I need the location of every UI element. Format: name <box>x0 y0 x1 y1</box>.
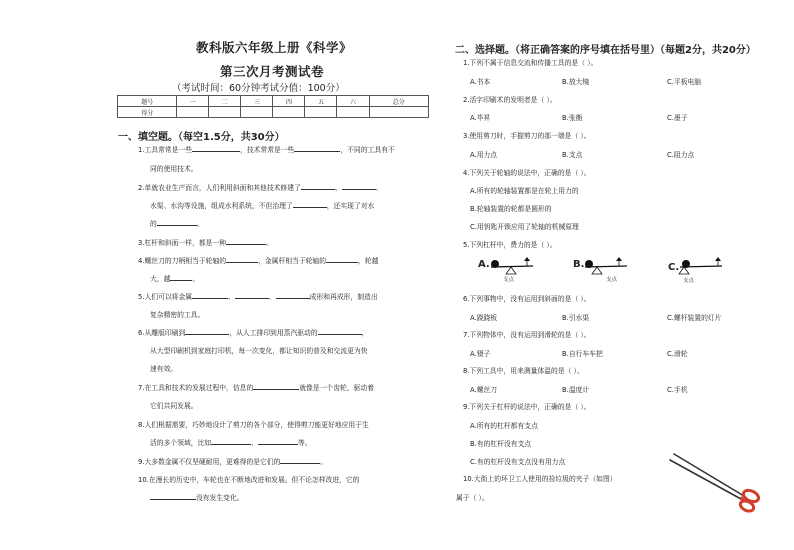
mc-q2-stem: 2.活字印刷术的发明者是（ ）。 <box>463 96 557 104</box>
q-text: ，技术常常是一些 <box>240 146 295 154</box>
q1-cont: 同的使用技术。 <box>150 165 198 173</box>
mc-q7-option-c[interactable]: C.滑轮 <box>667 350 688 358</box>
table-cell: 六 <box>337 96 369 107</box>
q-text: 2.单就农业生产而言，人们利用斜面和其他技术修建了 <box>138 184 301 192</box>
answer-blank[interactable] <box>150 491 196 500</box>
q10: 10.在漫长的历史中，车轮也在不断地改进和发展。但不论怎样改进，它的 <box>138 476 360 484</box>
fulcrum-label: 支点 <box>503 277 515 283</box>
q-text: ，从人工排印到用蒸汽驱动的 <box>229 329 318 337</box>
page-title: 教科版六年级上册《科学》 <box>196 40 353 55</box>
q-text: 大，越 <box>150 275 171 283</box>
q6 <box>138 326 368 340</box>
score-table <box>117 95 429 118</box>
q7-cont: 它们共同发展。 <box>150 402 198 410</box>
mc-q6-stem: 6.下列事物中，没有运用到斜面的是（ ）。 <box>463 295 591 303</box>
mc-q6-option-c[interactable]: C.螺杆装置的灯片 <box>667 314 722 322</box>
mc-q5-option-b[interactable]: B. <box>573 259 585 270</box>
mc-q4-stem: 4.下列关于轮轴的说法中，正确的是（ ）。 <box>463 169 591 177</box>
mc-q3-option-b[interactable]: B.支点 <box>562 151 583 159</box>
mc-q8-option-a[interactable]: A.螺丝刀 <box>470 386 498 394</box>
q-text: ， <box>361 329 369 337</box>
q4-cont <box>150 272 199 286</box>
answer-blank[interactable] <box>280 455 320 464</box>
mc-q9-option-c[interactable]: C.有的杠杆没有支点没有用力点 <box>470 458 566 466</box>
table-cell[interactable] <box>337 107 369 118</box>
q-text: 1.工具常常是一些 <box>138 146 193 154</box>
answer-blank[interactable] <box>342 181 376 190</box>
table-cell: 一 <box>177 96 209 107</box>
section2-heading: 二、选择题。（将正确答案的序号填在括号里）（每题2分，共20分） <box>455 45 756 56</box>
q6-cont2: 速有效。 <box>150 365 178 373</box>
mc-q1-option-c[interactable]: C.平板电脑 <box>667 78 702 86</box>
q-text: 就像是一个齿轮，驱动着 <box>299 384 375 392</box>
answer-blank[interactable] <box>294 143 340 152</box>
table-cell[interactable] <box>177 107 209 118</box>
q-text: 、 <box>268 293 276 301</box>
q2 <box>138 181 382 195</box>
answer-blank[interactable] <box>226 236 266 245</box>
q-text: ，金属杆相当于轮轴的 <box>258 257 327 265</box>
q-text: 、 <box>228 293 235 301</box>
q6-cont: 从大型印刷机到家庭打印机，每一次变化，都让知识的普及和交流更为快 <box>150 347 368 355</box>
q8: 8.人们根据需要，巧妙地设计了剪刀的各个部分，使得剪刀能更好地应用于生 <box>138 421 369 429</box>
mc-q1-option-a[interactable]: A.书本 <box>470 78 491 86</box>
mc-q4-option-c[interactable]: C.用钥匙开锁应用了轮轴的机械原理 <box>470 223 579 231</box>
mc-q3-stem: 3.使用剪刀时，手握剪刀的那一端是（ ）。 <box>463 132 591 140</box>
mc-q2-option-b[interactable]: B.张衡 <box>562 114 583 122</box>
mc-q1-stem: 1.下列不属于信息交流和传播工具的是（ ）。 <box>463 59 598 67</box>
q2-cont <box>150 199 374 213</box>
table-cell: 总分 <box>369 96 429 107</box>
mc-q5-option-c[interactable]: C. <box>668 262 680 273</box>
q-text: 、 <box>251 439 258 447</box>
q4 <box>138 254 378 268</box>
mc-q5-stem: 5.下列杠杆中，费力的是（ ）。 <box>463 241 557 249</box>
q-text: 等。 <box>297 439 312 447</box>
table-cell: 四 <box>273 96 305 107</box>
answer-blank[interactable] <box>253 381 299 390</box>
mc-q2-option-c[interactable]: C.墨子 <box>667 114 688 122</box>
mc-q10-stem: 10.大街上的环卫工人使用的捡垃圾的夹子（如图） <box>463 475 617 483</box>
table-cell: 二 <box>209 96 241 107</box>
table-cell: 题号 <box>118 96 177 107</box>
mc-q5-option-a[interactable]: A. <box>478 259 490 270</box>
q2-cont2 <box>150 217 204 231</box>
mc-q4-option-a[interactable]: A.所有的轮轴装置都是在轮上用力的 <box>470 187 579 195</box>
answer-blank[interactable] <box>226 254 258 263</box>
q-text: 成形和再成形，制造出 <box>309 293 378 301</box>
q-text: 没有发生变化。 <box>196 494 244 502</box>
q-text: 。 <box>266 239 273 247</box>
q7 <box>138 381 374 395</box>
table-cell[interactable] <box>209 107 241 118</box>
q-text: 5.人们可以将金属 <box>138 293 193 301</box>
q-text: 活的多个领域，比如 <box>150 439 212 447</box>
table-cell: 五 <box>305 96 337 107</box>
answer-blank[interactable] <box>235 290 269 299</box>
answer-blank[interactable] <box>211 436 251 445</box>
fulcrum-icon <box>592 267 602 274</box>
q-text: 的 <box>150 220 157 228</box>
fulcrum-label: 支点 <box>606 277 618 283</box>
answer-blank[interactable] <box>170 272 192 281</box>
answer-blank[interactable] <box>326 254 358 263</box>
q-text: 9.大多数金属不仅坚硬耐用，更难得的是它们的 <box>138 458 281 466</box>
q-text: 。 <box>196 220 204 228</box>
table-cell[interactable] <box>273 107 305 118</box>
mc-q3-option-c[interactable]: C.阻力点 <box>667 151 695 159</box>
answer-blank[interactable] <box>192 290 228 299</box>
q5-cont: 复杂精密的工具。 <box>150 311 205 319</box>
fulcrum-icon <box>506 267 516 274</box>
mc-q3-option-a[interactable]: A.用力点 <box>470 151 498 159</box>
table-cell: 三 <box>241 96 273 107</box>
garbage-tongs-illustration <box>668 452 770 514</box>
mc-q7-stem: 7.下列物体中，没有运用到滑轮的是（ ）。 <box>463 331 591 339</box>
q9 <box>138 455 327 469</box>
q-text: 水渠、水沟等设施，组成水利系统，不但治理了 <box>150 202 293 210</box>
q-text: 、 <box>334 184 342 192</box>
table-cell[interactable] <box>305 107 337 118</box>
exam-info: （考试时间：60分钟考试分值：100分） <box>172 83 345 94</box>
mc-q2-option-a[interactable]: A.毕昇 <box>470 114 491 122</box>
mc-q8-stem: 8.下列工具中，用来测量体温的是（ ）。 <box>463 367 584 375</box>
fulcrum-icon <box>679 267 689 274</box>
q-text: 4.螺丝刀的刀柄相当于轮轴的 <box>138 257 227 265</box>
table-cell[interactable] <box>241 107 273 118</box>
mc-q7-option-b[interactable]: B.自行车车把 <box>562 350 603 358</box>
score-table-header-row <box>118 96 429 107</box>
q-text: 3.杠杆和斜面一样，都是一种 <box>138 239 227 247</box>
q-text: 7.在工具和技术的发展过程中，信息的 <box>138 384 254 392</box>
q3 <box>138 236 273 250</box>
q8-cont <box>150 436 312 450</box>
answer-blank[interactable] <box>157 217 197 226</box>
answer-blank[interactable] <box>185 326 229 335</box>
q-text: 、 <box>375 184 383 192</box>
answer-blank[interactable] <box>301 181 335 190</box>
q-text: 。 <box>192 275 200 283</box>
mc-q4-option-b[interactable]: B.轮轴装置的轮都是圆形的 <box>470 205 552 213</box>
answer-blank[interactable] <box>192 143 240 152</box>
mc-q8-option-b[interactable]: B.温度计 <box>562 386 590 394</box>
q-text: ，轮越 <box>358 257 379 265</box>
q1 <box>138 143 395 157</box>
mc-q6-option-b[interactable]: B.引水渠 <box>562 314 590 322</box>
answer-blank[interactable] <box>258 436 298 445</box>
q10-cont <box>150 491 244 505</box>
table-cell: 得分 <box>118 107 177 118</box>
mc-q10-stem-cont: 属于（ ）。 <box>456 494 489 502</box>
fulcrum-label: 支点 <box>683 278 695 284</box>
q-text: 。 <box>320 458 328 466</box>
q-text: ，不同的工具有不 <box>340 146 395 154</box>
answer-blank[interactable] <box>276 290 310 299</box>
mc-q7-option-a[interactable]: A.镊子 <box>470 350 491 358</box>
score-table-score-row <box>118 107 429 118</box>
mc-q8-option-c[interactable]: C.手机 <box>667 386 688 394</box>
section1-heading: 一、填空题。（每空1.5分，共30分） <box>118 132 285 143</box>
mc-q1-option-b[interactable]: B.放大镜 <box>562 78 590 86</box>
mc-q6-option-a[interactable]: A.跷跷板 <box>470 314 498 322</box>
mc-q9-option-a[interactable]: A.所有的杠杆都有支点 <box>470 422 538 430</box>
answer-blank[interactable] <box>318 326 362 335</box>
q5 <box>138 290 378 304</box>
q-text: 6.从雕版印刷到 <box>138 329 186 337</box>
answer-blank[interactable] <box>293 199 327 208</box>
table-cell[interactable] <box>369 107 429 118</box>
page-subtitle: 第三次月考测试卷 <box>220 64 325 79</box>
q-text: ，还实现了对水 <box>326 202 375 210</box>
mc-q9-option-b[interactable]: B.有的杠杆没有支点 <box>470 440 532 448</box>
mc-q9-stem: 9.下列关于杠杆的说法中，正确的是（ ）。 <box>463 403 591 411</box>
